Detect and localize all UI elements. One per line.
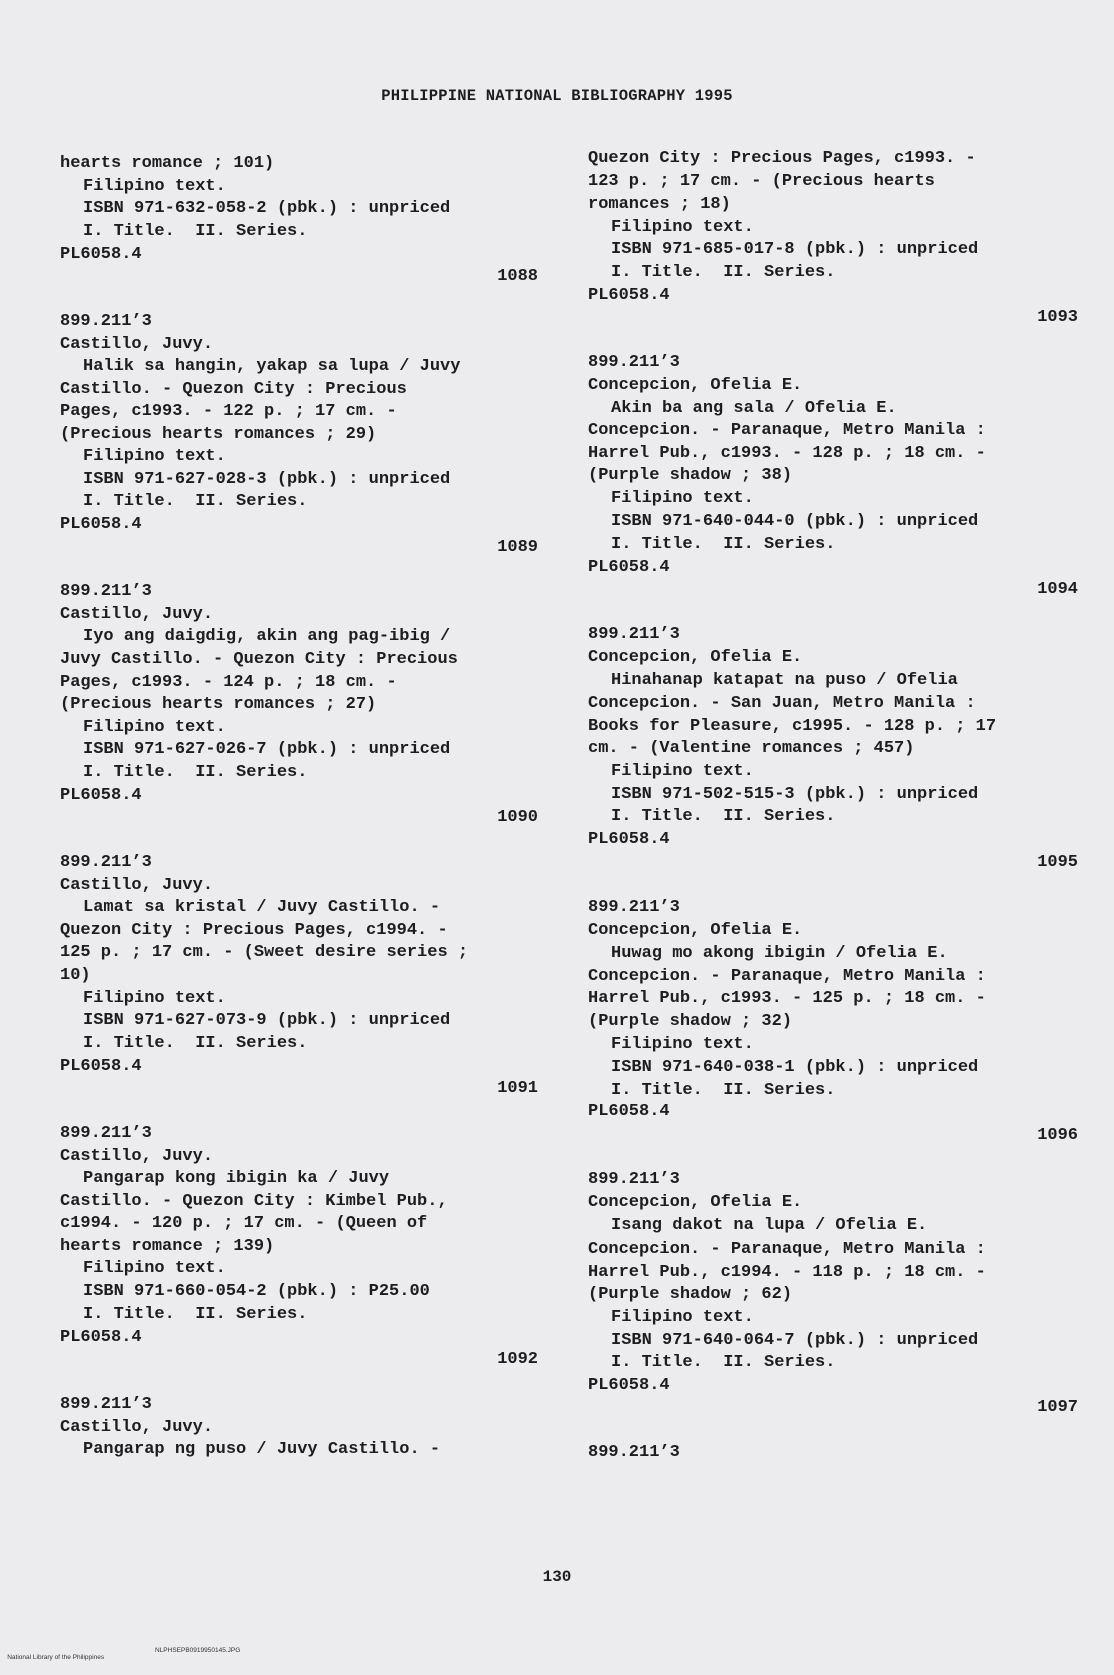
- entry-line: 125 p. ; 17 cm. - (Sweet desire series ;: [60, 943, 469, 962]
- entry-line: 899.211’3: [60, 582, 152, 601]
- entry-line: 10): [60, 966, 91, 985]
- entry-line: ISBN 971-627-073-9 (pbk.) : unpriced: [83, 1011, 451, 1030]
- entry-line: PL6058.4: [60, 1057, 142, 1076]
- entry-line: 123 p. ; 17 cm. - (Precious hearts: [588, 172, 935, 191]
- entry-line: Castillo. - Quezon City : Kimbel Pub.,: [60, 1192, 448, 1211]
- entry-line: (Purple shadow ; 62): [588, 1285, 793, 1304]
- entry-line: I. Title. II. Series.: [83, 1305, 308, 1324]
- entry-line: Iyo ang daigdig, akin ang pag-ibig /: [83, 627, 451, 646]
- entry-line: I. Title. II. Series.: [83, 492, 308, 511]
- entry-number: 1091: [497, 1079, 538, 1098]
- entry-line: Castillo, Juvy.: [60, 1418, 214, 1437]
- footer-file: NLPHSEPB0919950145.JPG: [155, 1647, 241, 1654]
- entry-line: ISBN 971-685-017-8 (pbk.) : unpriced: [611, 240, 979, 259]
- entry-line: Filipino text.: [611, 218, 754, 237]
- entry-line: Pangarap kong ibigin ka / Juvy: [83, 1169, 390, 1188]
- entry-line: Castillo, Juvy.: [60, 876, 214, 895]
- entry-line: Concepcion, Ofelia E.: [588, 648, 803, 667]
- entry-number: 1092: [497, 1350, 538, 1369]
- entry-line: Filipino text.: [83, 447, 226, 466]
- entry-line: PL6058.4: [588, 1102, 670, 1121]
- entry-line: (Precious hearts romances ; 29): [60, 425, 377, 444]
- entry-line: 899.211’3: [588, 353, 680, 372]
- entry-line: Isang dakot na lupa / Ofelia E.: [611, 1216, 928, 1235]
- entry-line: Pages, c1993. - 122 p. ; 17 cm. -: [60, 402, 397, 421]
- entry-line: Concepcion, Ofelia E.: [588, 921, 803, 940]
- entry-line: Filipino text.: [83, 177, 226, 196]
- entry-line: romances ; 18): [588, 195, 731, 214]
- entry-number: 1089: [497, 538, 538, 557]
- entry-line: Harrel Pub., c1993. - 128 p. ; 18 cm. -: [588, 444, 986, 463]
- entry-line: PL6058.4: [60, 786, 142, 805]
- entry-line: Filipino text.: [611, 762, 754, 781]
- entry-line: ISBN 971-632-058-2 (pbk.) : unpriced: [83, 199, 451, 218]
- entry-line: I. Title. II. Series.: [83, 1034, 308, 1053]
- page-header: PHILIPPINE NATIONAL BIBLIOGRAPHY 1995: [381, 87, 733, 105]
- entry-line: Concepcion. - Paranaque, Metro Manila :: [588, 421, 986, 440]
- entry-line: PL6058.4: [60, 1328, 142, 1347]
- entry-line: I. Title. II. Series.: [83, 222, 308, 241]
- entry-line: 899.211’3: [60, 312, 152, 331]
- entry-line: Concepcion. - Paranaque, Metro Manila :: [588, 967, 986, 986]
- entry-line: I. Title. II. Series.: [83, 763, 308, 782]
- entry-number: 1088: [497, 267, 538, 286]
- entry-line: 899.211’3: [60, 853, 152, 872]
- entry-line: 899.211’3: [60, 1395, 152, 1414]
- entry-line: I. Title. II. Series.: [611, 535, 836, 554]
- entry-line: Filipino text.: [611, 1035, 754, 1054]
- entry-line: (Purple shadow ; 32): [588, 1012, 793, 1031]
- entry-line: ISBN 971-640-044-0 (pbk.) : unpriced: [611, 512, 979, 531]
- entry-line: 899.211’3: [588, 625, 680, 644]
- entry-line: cm. - (Valentine romances ; 457): [588, 739, 915, 758]
- entry-line: hearts romance ; 101): [60, 154, 275, 173]
- entry-line: Concepcion. - San Juan, Metro Manila :: [588, 694, 976, 713]
- entry-line: Juvy Castillo. - Quezon City : Precious: [60, 650, 458, 669]
- entry-line: PL6058.4: [588, 558, 670, 577]
- entry-line: I. Title. II. Series.: [611, 1081, 836, 1100]
- entry-line: Castillo, Juvy.: [60, 335, 214, 354]
- entry-line: I. Title. II. Series.: [611, 263, 836, 282]
- entry-line: ISBN 971-640-064-7 (pbk.) : unpriced: [611, 1331, 979, 1350]
- entry-line: 899.211’3: [588, 1170, 680, 1189]
- entry-line: PL6058.4: [60, 515, 142, 534]
- entry-line: ISBN 971-627-028-3 (pbk.) : unpriced: [83, 470, 451, 489]
- entry-line: Huwag mo akong ibigin / Ofelia E.: [611, 944, 948, 963]
- entry-line: Pages, c1993. - 124 p. ; 18 cm. -: [60, 673, 397, 692]
- entry-line: Quezon City : Precious Pages, c1993. -: [588, 149, 976, 168]
- entry-line: Castillo, Juvy.: [60, 1147, 214, 1166]
- entry-line: Filipino text.: [611, 489, 754, 508]
- entry-line: Books for Pleasure, c1995. - 128 p. ; 17: [588, 717, 997, 736]
- page-number: 130: [542, 1568, 572, 1586]
- entry-line: (Purple shadow ; 38): [588, 466, 793, 485]
- entry-line: Harrel Pub., c1993. - 125 p. ; 18 cm. -: [588, 989, 986, 1008]
- entry-number: 1097: [1037, 1398, 1078, 1417]
- entry-line: PL6058.4: [60, 245, 142, 264]
- entry-number: 1094: [1037, 580, 1078, 599]
- scan-footer: [0, 1647, 241, 1675]
- entry-line: Filipino text.: [611, 1308, 754, 1327]
- entry-line: I. Title. II. Series.: [611, 1353, 836, 1372]
- entry-line: Pangarap ng puso / Juvy Castillo. -: [83, 1440, 441, 1459]
- entry-line: Filipino text.: [83, 989, 226, 1008]
- entry-line: Filipino text.: [83, 718, 226, 737]
- entry-line: ISBN 971-640-038-1 (pbk.) : unpriced: [611, 1058, 979, 1077]
- entry-line: Concepcion, Ofelia E.: [588, 1193, 803, 1212]
- entry-line: c1994. - 120 p. ; 17 cm. - (Queen of: [60, 1214, 428, 1233]
- entry-line: Akin ba ang sala / Ofelia E.: [611, 399, 897, 418]
- entry-line: PL6058.4: [588, 830, 670, 849]
- footer-library: National Library of the Philippines: [7, 1654, 105, 1661]
- entry-number: 1096: [1037, 1126, 1078, 1145]
- entry-line: 899.211’3: [60, 1124, 152, 1143]
- entry-line: ISBN 971-627-026-7 (pbk.) : unpriced: [83, 740, 451, 759]
- entry-number: 1095: [1037, 853, 1078, 872]
- entry-line: Hinahanap katapat na puso / Ofelia: [611, 671, 958, 690]
- entry-line: PL6058.4: [588, 1376, 670, 1395]
- entry-number: 1093: [1037, 308, 1078, 327]
- entry-line: I. Title. II. Series.: [611, 807, 836, 826]
- entry-line: 899.211’3: [588, 1443, 680, 1462]
- entry-line: Filipino text.: [83, 1259, 226, 1278]
- entry-line: (Precious hearts romances ; 27): [60, 695, 377, 714]
- entry-line: hearts romance ; 139): [60, 1237, 275, 1256]
- entry-line: Lamat sa kristal / Juvy Castillo. -: [83, 898, 441, 917]
- entry-line: Castillo, Juvy.: [60, 605, 214, 624]
- entry-line: ISBN 971-660-054-2 (pbk.) : P25.00: [83, 1282, 430, 1301]
- entry-line: Halik sa hangin, yakap sa lupa / Juvy: [83, 357, 461, 376]
- entry-line: Concepcion, Ofelia E.: [588, 376, 803, 395]
- entry-number: 1090: [497, 808, 538, 827]
- entry-line: ISBN 971-502-515-3 (pbk.) : unpriced: [611, 785, 979, 804]
- entry-line: Quezon City : Precious Pages, c1994. -: [60, 921, 448, 940]
- entry-line: 899.211’3: [588, 898, 680, 917]
- entry-line: Harrel Pub., c1994. - 118 p. ; 18 cm. -: [588, 1263, 986, 1282]
- entry-line: PL6058.4: [588, 286, 670, 305]
- entry-line: Castillo. - Quezon City : Precious: [60, 380, 407, 399]
- entry-line: Concepcion. - Paranaque, Metro Manila :: [588, 1240, 986, 1259]
